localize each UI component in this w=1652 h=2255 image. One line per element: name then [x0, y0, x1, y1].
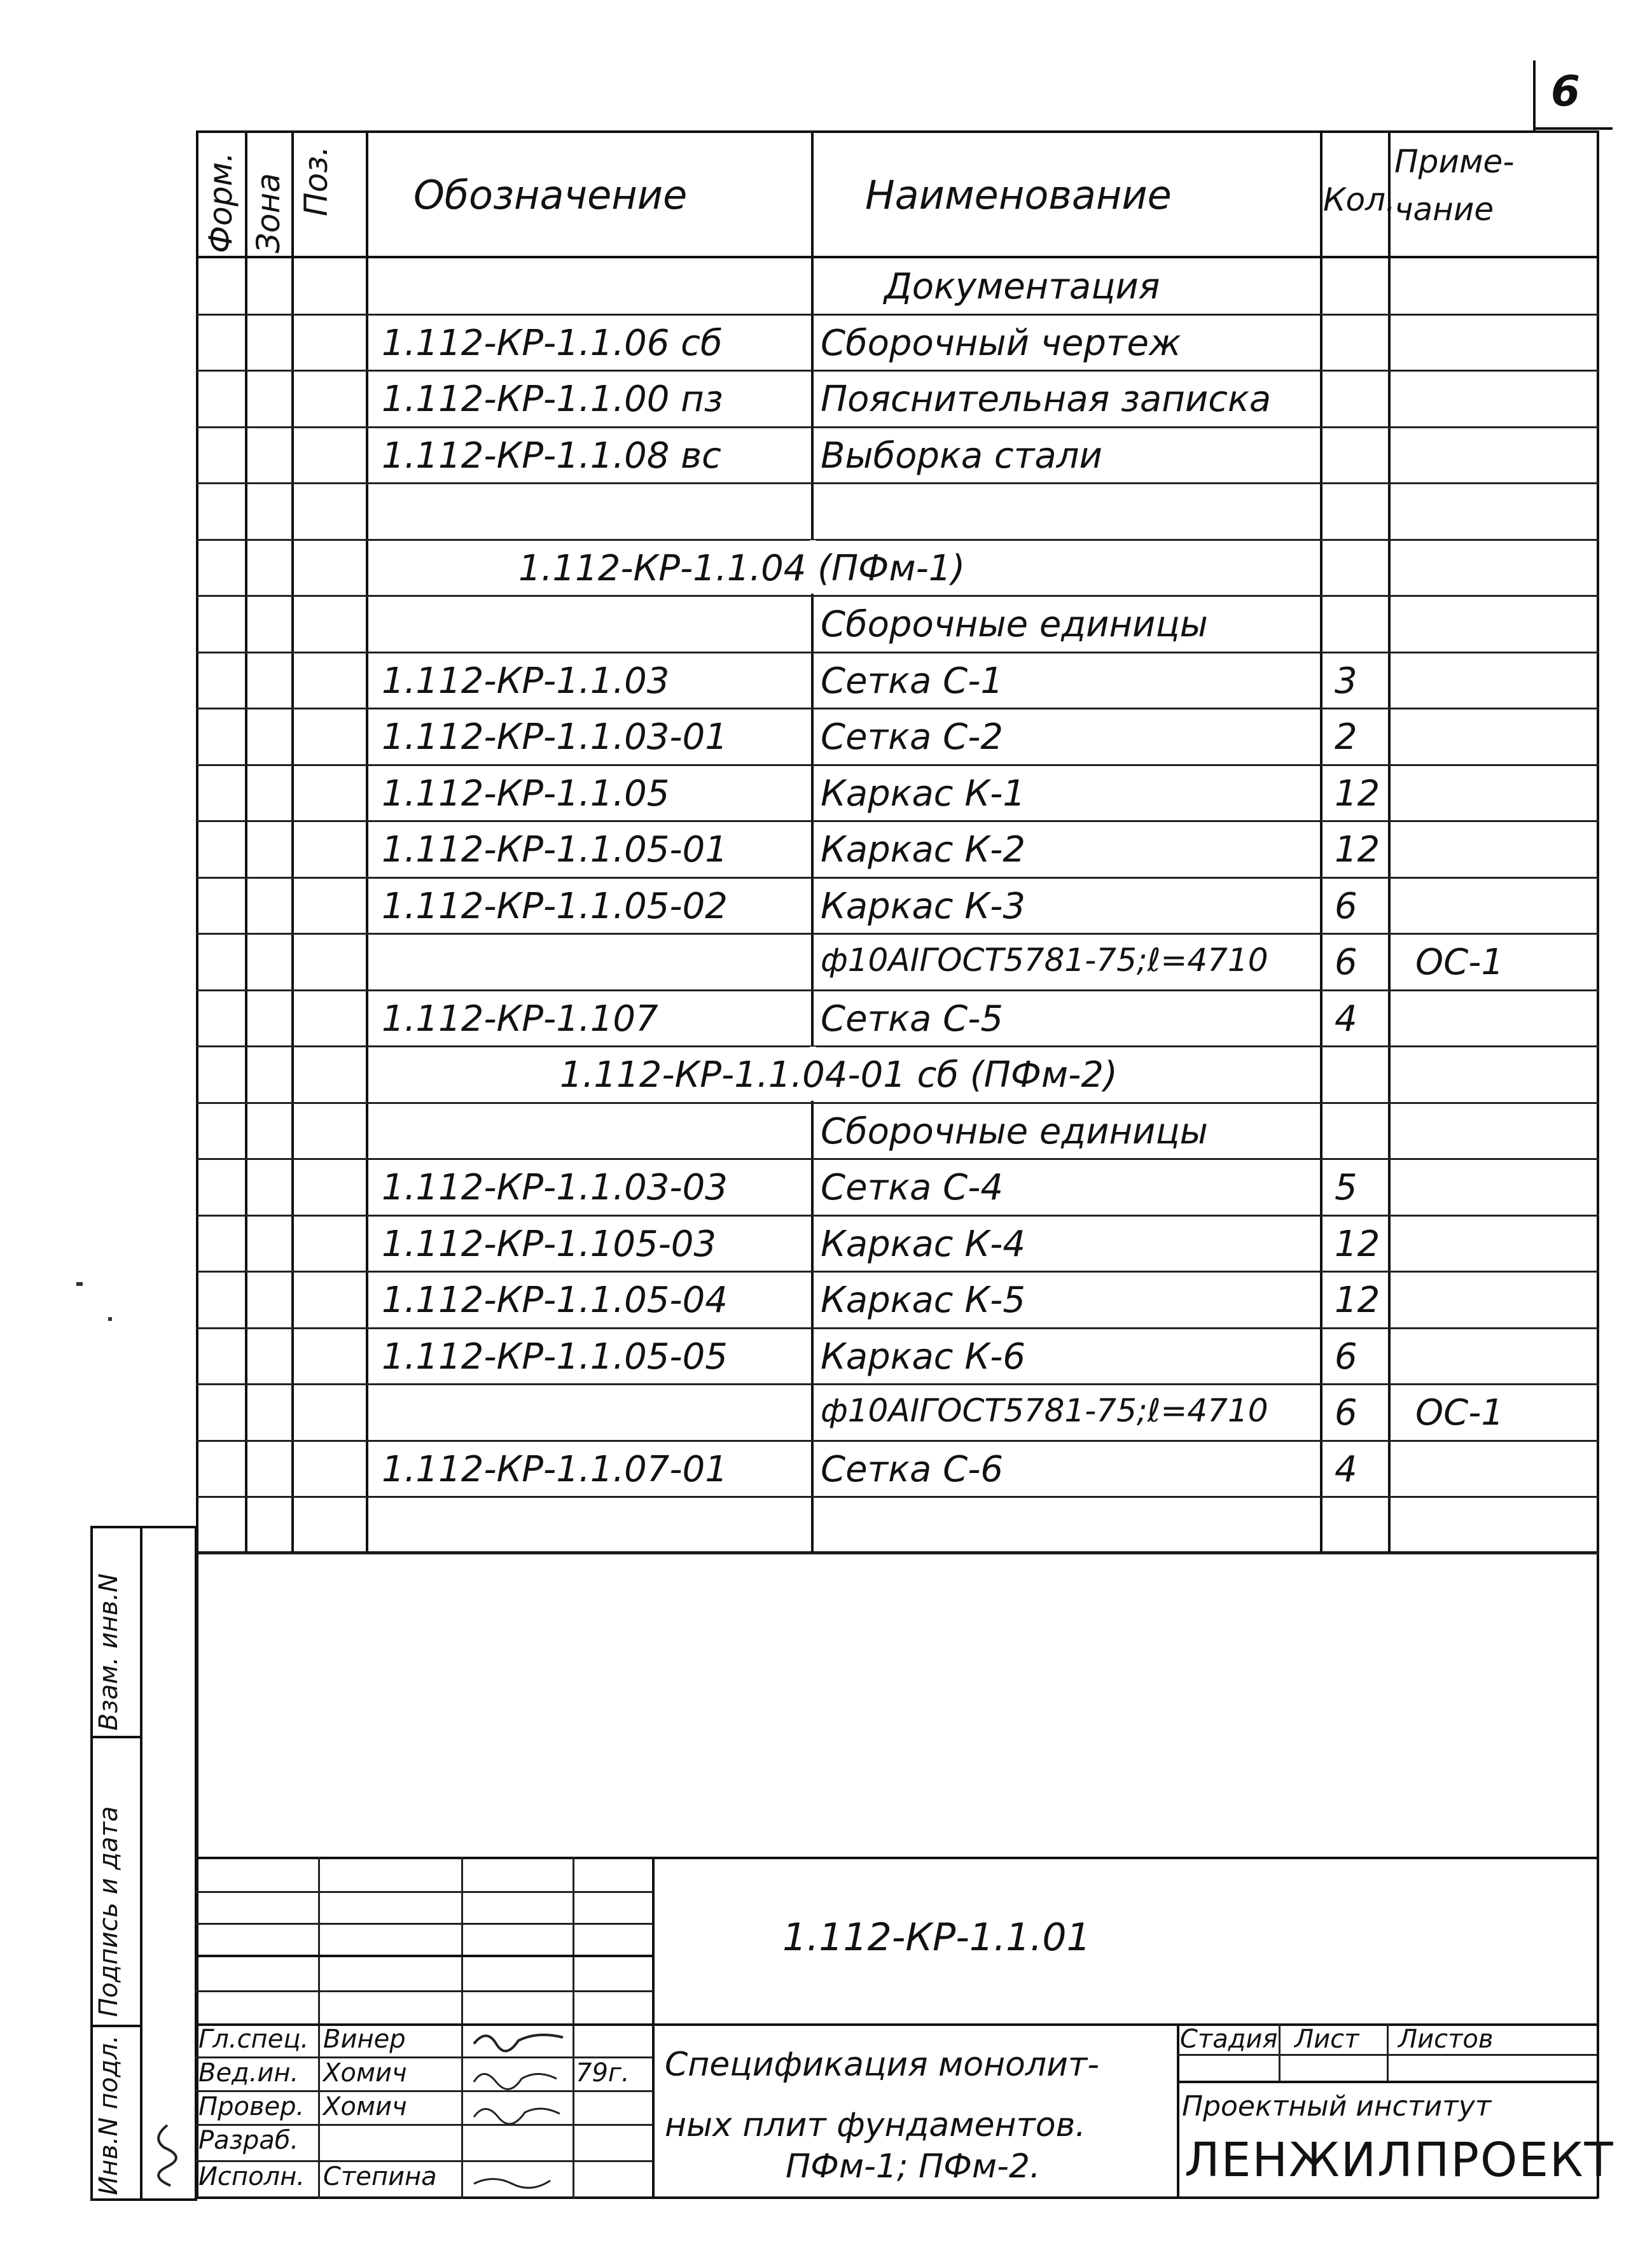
qty-cell: 12: [1335, 829, 1380, 870]
row-divider: [196, 370, 1599, 372]
stage-block-border: [1279, 2023, 1281, 2081]
qty-cell: 3: [1335, 660, 1357, 702]
spec-title-line2: ных плит фундаментов.: [665, 2106, 1086, 2144]
signature-role: Разраб.: [198, 2126, 299, 2155]
name-cell: Сборочные единицы: [821, 604, 1208, 645]
row-divider: [196, 1215, 1599, 1217]
scan-mark: [76, 1282, 83, 1286]
side-stamp-border: [140, 1526, 142, 2200]
document-code: 1.112-КР-1.1.01: [782, 1915, 1091, 1960]
designation-cell: 1.112-КР-1.1.00 пз: [382, 379, 723, 420]
column-divider: [291, 130, 294, 1554]
grid-line: [195, 1891, 653, 1893]
side-stamp-border: [90, 1526, 93, 2200]
name-cell: Сетка С-1: [821, 660, 1004, 702]
header-name: Наименование: [865, 172, 1172, 218]
designation-cell: 1.112-КР-1.1.05-02: [382, 885, 728, 927]
header-form: Форм.: [202, 152, 239, 253]
designation-cell: 1.112-КР-1.1.05: [382, 772, 670, 814]
spec-title-line3: ПФм-1; ПФм-2.: [786, 2147, 1041, 2186]
row-divider: [196, 539, 1599, 541]
grid-line: [195, 1923, 653, 1925]
sheet-label: Лист: [1295, 2025, 1359, 2054]
grid-line: [195, 1990, 653, 1992]
designation-cell: 1.112-КР-1.1.07-01: [382, 1448, 728, 1490]
sheet-number: 6: [1551, 67, 1580, 116]
title-block-border: [195, 1857, 1598, 1859]
designation-cell: 1.112-КР-1.1.05-04: [382, 1280, 728, 1321]
header-zone: Зона: [250, 173, 287, 253]
side-stamp-border: [90, 2025, 141, 2027]
row-divider: [196, 314, 1599, 316]
signature-date: 79г.: [576, 2058, 630, 2088]
stage-block-border: [1177, 2081, 1597, 2083]
designation-cell: 1.112-КР-1.1.08 вс: [382, 435, 721, 477]
signature-role: Вед.ин.: [198, 2058, 299, 2088]
row-divider: [196, 1440, 1599, 1442]
row-divider: [196, 1158, 1599, 1160]
header-note: Приме-: [1394, 143, 1515, 180]
row-divider: [196, 1045, 1599, 1047]
qty-cell: 2: [1335, 716, 1357, 758]
stage-label: Стадия: [1180, 2025, 1278, 2054]
row-divider: [196, 1102, 1599, 1104]
name-cell: Сетка С-5: [821, 998, 1004, 1040]
side-label-inv-podl: Инв.N подл.: [94, 2035, 123, 2195]
qty-cell: 6: [1335, 1336, 1357, 1378]
grid-line: [318, 1857, 320, 2199]
name-cell: Каркас К-5: [821, 1280, 1025, 1321]
row-divider: [196, 820, 1599, 822]
signature-name: Хомич: [323, 2058, 407, 2088]
signature-role: Провер.: [198, 2092, 305, 2121]
row-divider: [196, 933, 1599, 935]
name-cell: Каркас К-4: [821, 1223, 1025, 1265]
qty-cell: 6: [1335, 885, 1357, 927]
header-note: чание: [1394, 191, 1494, 228]
signature-role: Гл.спец.: [198, 2025, 309, 2054]
name-cell: Сборочный чертеж: [821, 322, 1181, 364]
column-divider: [1388, 130, 1391, 1554]
side-label-vzam-inv: Взам. инв.N: [94, 1573, 123, 1731]
row-divider: [196, 1383, 1599, 1385]
title-block-border: [652, 1857, 655, 2199]
side-stamp-border: [90, 1736, 141, 1738]
signature-scribbles: [468, 2025, 576, 2196]
header-pos: Поз.: [298, 146, 335, 216]
designation-cell: 1.112-КР-1.1.03-03: [382, 1167, 728, 1208]
designation-cell: 1.112-КР-1.1.03: [382, 660, 670, 702]
grid-line: [195, 1955, 653, 1957]
designation-cell: 1.112-КР-1.105-03: [382, 1223, 717, 1265]
qty-cell: 4: [1335, 998, 1357, 1040]
row-divider: [196, 877, 1599, 879]
note-cell: ОС-1: [1415, 1392, 1504, 1434]
qty-cell: 12: [1335, 1223, 1380, 1265]
side-stamp-signature: [145, 2119, 190, 2189]
spec-title-line1: Спецификация монолит-: [665, 2046, 1099, 2084]
name-cell: Документация: [884, 266, 1160, 307]
side-label-podpis-data: Подпись и дата: [94, 1806, 123, 2017]
column-divider: [811, 130, 814, 1554]
side-stamp-border: [90, 1526, 197, 1528]
qty-cell: 6: [1335, 1392, 1357, 1434]
signature-name: Винер: [323, 2025, 406, 2054]
stage-block-border: [1177, 2023, 1179, 2196]
qty-cell: 4: [1335, 1448, 1357, 1490]
row-divider: [196, 1553, 1599, 1554]
header-qty: Кол.: [1323, 181, 1396, 218]
sheet-number-border: [1533, 127, 1613, 130]
designation-cell: 1.112-КР-1.1.05-05: [382, 1336, 728, 1378]
row-divider: [196, 708, 1599, 709]
row-divider: [196, 595, 1599, 597]
row-divider: [196, 482, 1599, 484]
designation-cell: 1.112-КР-1.1.05-01: [382, 829, 728, 870]
header-designation: Обозначение: [413, 172, 688, 218]
row-divider: [196, 1496, 1599, 1498]
name-cell: Сетка С-2: [821, 716, 1004, 758]
qty-cell: 12: [1335, 1280, 1380, 1321]
scan-mark: [108, 1317, 112, 1321]
signature-mark: [145, 2119, 183, 2189]
organization-name: ЛЕНЖИЛПРОЕКТ: [1184, 2133, 1614, 2188]
designation-cell: 1.112-КР-1.1.03-01: [382, 716, 728, 758]
name-cell: Каркас К-3: [821, 885, 1025, 927]
name-cell: Сборочные единицы: [821, 1110, 1208, 1152]
section-title: 1.112-КР-1.1.04-01 сб (ПФм-2): [560, 1054, 1118, 1096]
stage-block-border: [1177, 2054, 1597, 2056]
name-cell: Каркас К-2: [821, 829, 1025, 870]
qty-cell: 5: [1335, 1167, 1357, 1208]
row-divider: [196, 1327, 1599, 1329]
name-cell: ф10АIГОСТ5781-75;ℓ=4710: [821, 942, 1268, 979]
name-cell: Каркас К-6: [821, 1336, 1025, 1378]
signature-role: Исполн.: [198, 2162, 305, 2191]
name-cell: Сетка С-4: [821, 1167, 1004, 1208]
note-cell: ОС-1: [1415, 942, 1504, 983]
table-right-border: [1597, 130, 1599, 2198]
name-cell: ф10АIГОСТ5781-75;ℓ=4710: [821, 1392, 1268, 1429]
row-divider: [196, 652, 1599, 653]
qty-cell: 12: [1335, 772, 1380, 814]
row-divider: [196, 764, 1599, 766]
section-title: 1.112-КР-1.1.04 (ПФм-1): [518, 547, 966, 589]
stage-block-border: [1387, 2023, 1389, 2081]
column-divider: [1320, 130, 1322, 1554]
name-cell: Пояснительная записка: [821, 379, 1272, 420]
designation-cell: 1.112-КР-1.1.06 сб: [382, 322, 723, 364]
side-stamp-border: [195, 1526, 197, 2200]
title-block-border: [195, 2196, 1598, 2199]
organization-type: Проектный институт: [1182, 2090, 1492, 2123]
name-cell: Сетка С-6: [821, 1448, 1004, 1490]
name-cell: Каркас К-1: [821, 772, 1025, 814]
grid-line: [461, 1857, 463, 2199]
row-divider: [196, 1271, 1599, 1273]
side-stamp-border: [90, 2198, 197, 2201]
designation-cell: 1.112-КР-1.107: [382, 998, 658, 1040]
qty-cell: 6: [1335, 942, 1357, 983]
sheet-number-border: [1533, 60, 1536, 130]
column-divider: [245, 130, 247, 1554]
signature-name: Степина: [323, 2162, 437, 2191]
signature-name: Хомич: [323, 2092, 407, 2121]
row-divider: [196, 426, 1599, 428]
sheets-label: Листов: [1398, 2025, 1494, 2054]
row-divider: [196, 989, 1599, 991]
column-divider: [366, 130, 368, 1554]
name-cell: Выборка стали: [821, 435, 1102, 477]
